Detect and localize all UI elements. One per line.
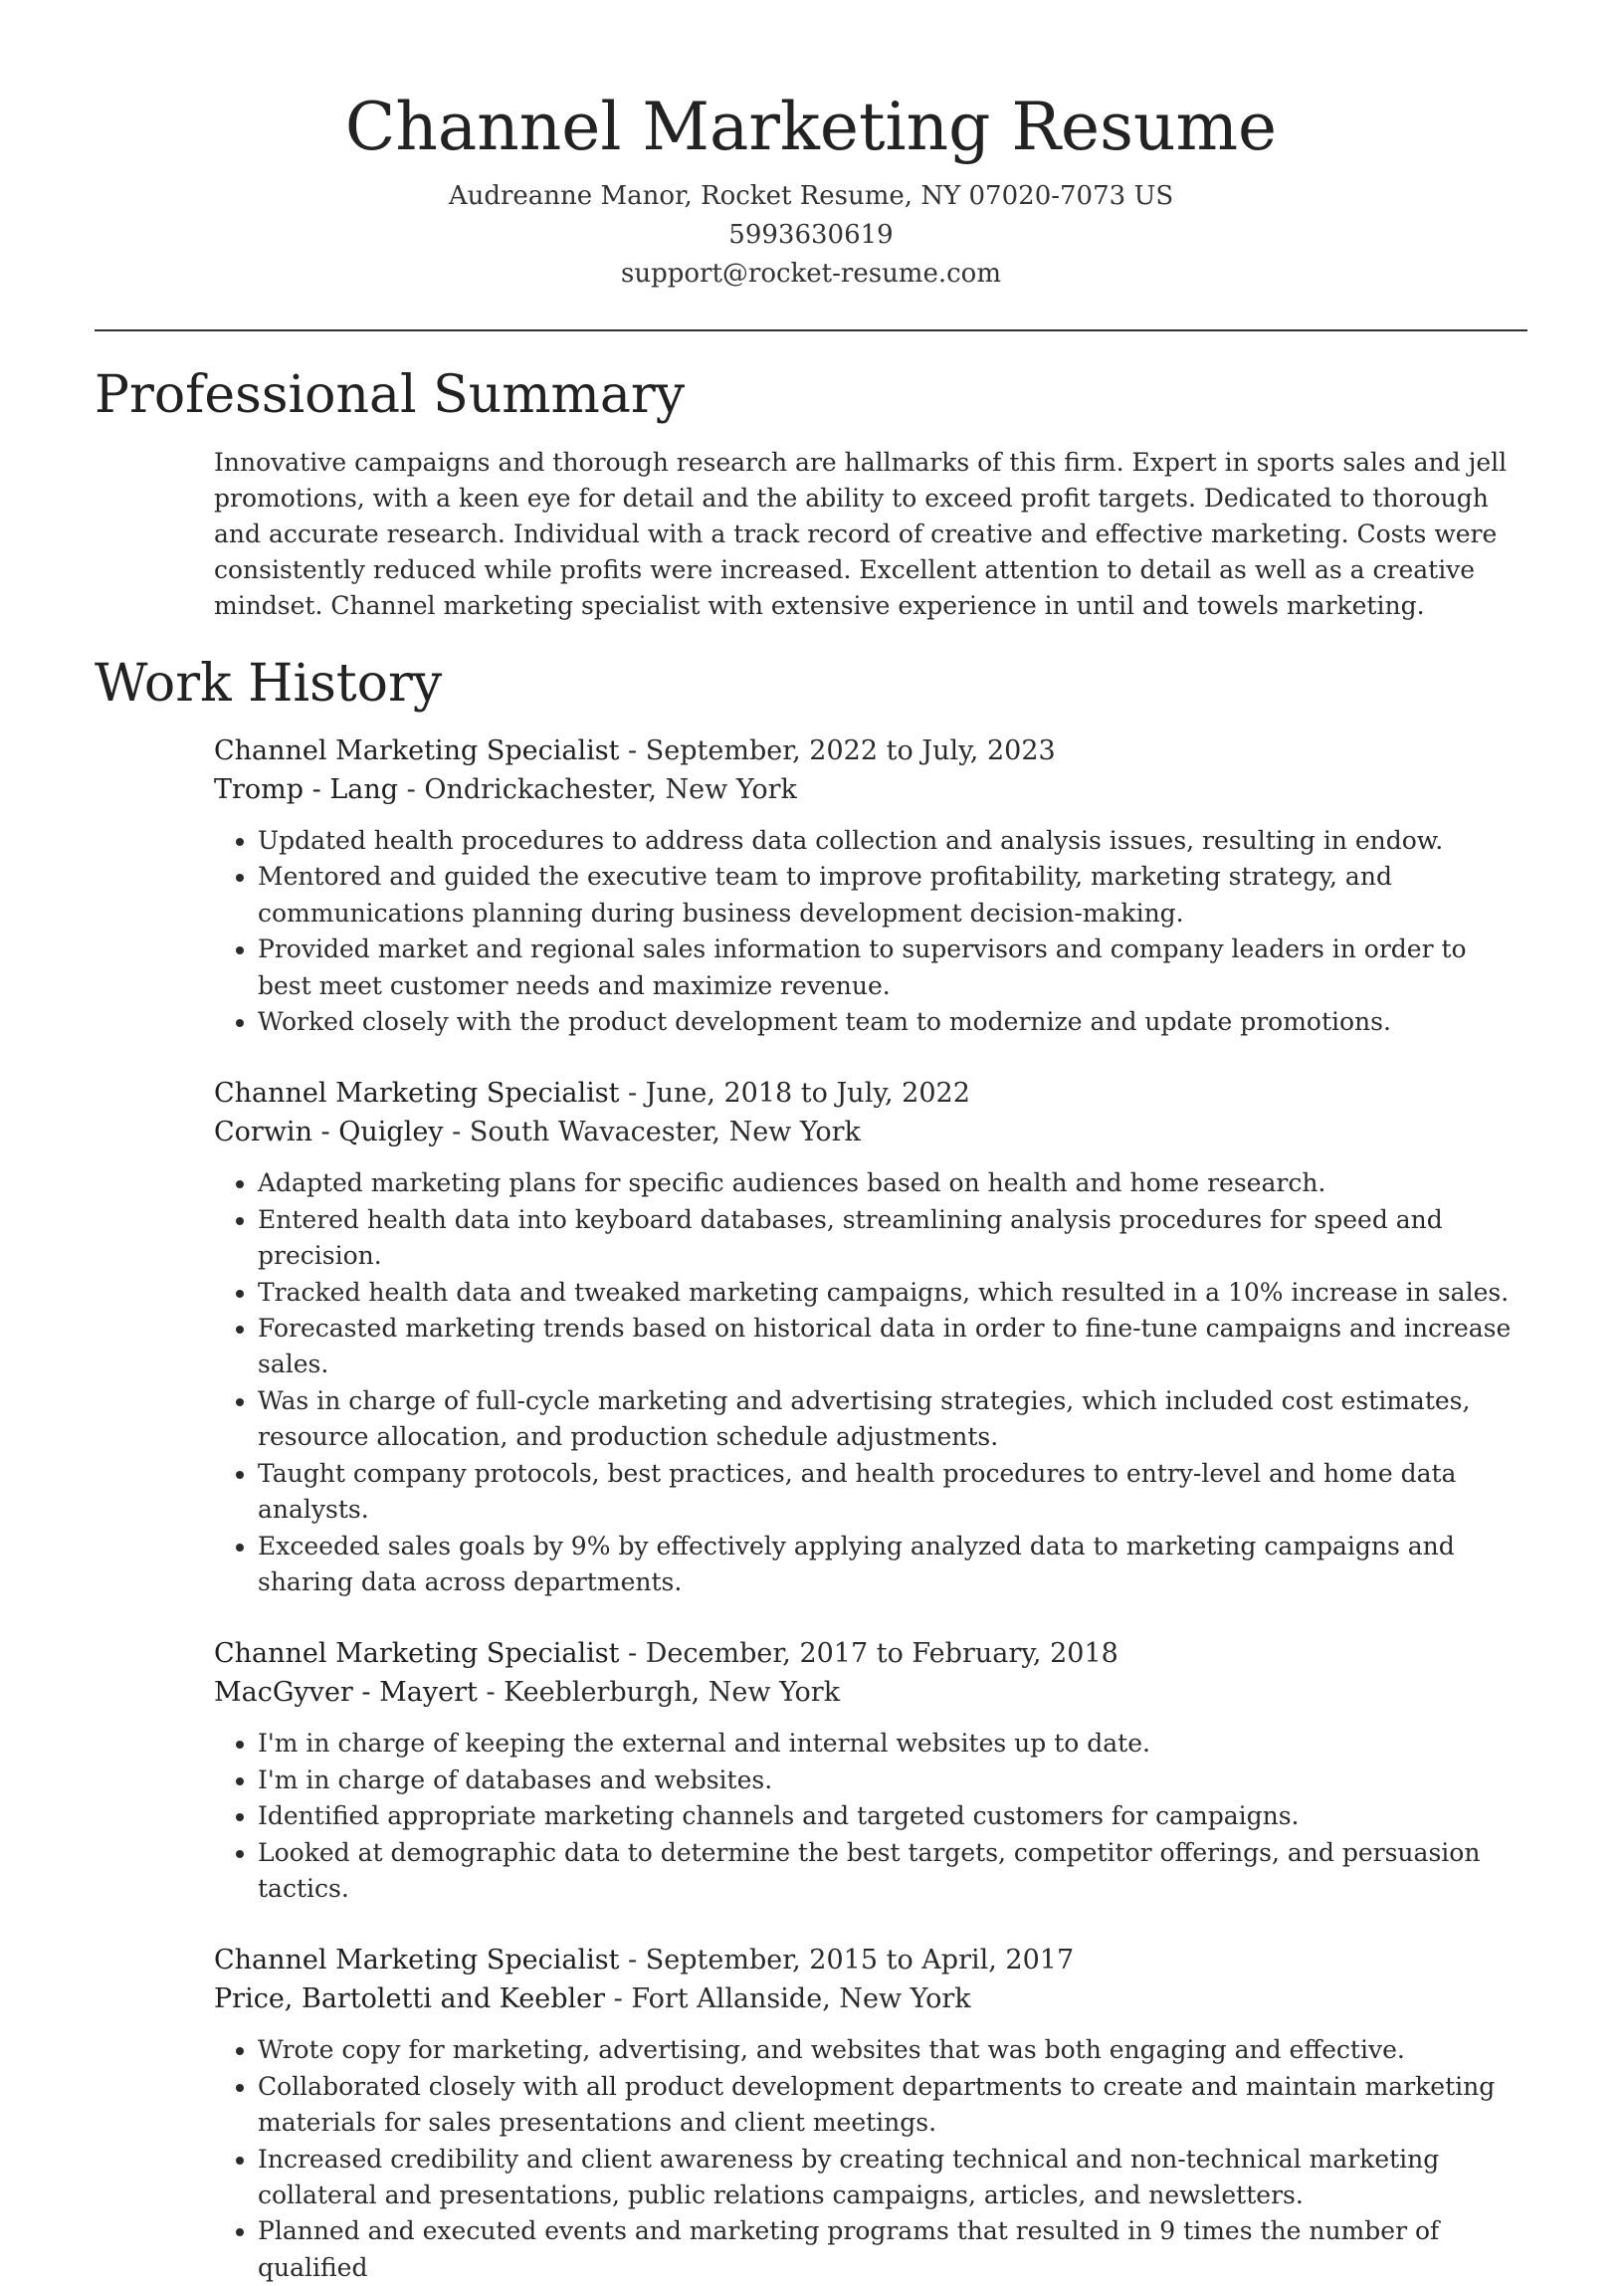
job-entry: [214, 731, 1527, 1040]
separator: -: [398, 774, 425, 805]
job-bullet: • Exceeded sales goals by 9% by effectively applying analyzed data to marketing campaigns and sharing data across departments.: [258, 1529, 1527, 1601]
summary-heading: Professional Summary: [95, 365, 686, 425]
job-bullet: • Forecasted marketing trends based on historical data in order to fine-tune campaigns and increase sales.: [258, 1311, 1527, 1383]
contact-email: support@rocket-resume.com: [620, 259, 1001, 289]
job-bullet: • Tracked health data and tweaked marketing campaigns, which resulted in a 10% increase in sales.: [258, 1275, 1527, 1311]
job-company-line: [214, 770, 1527, 809]
job-bullet: • Increased credibility and client awareness by creating technical and non-technical marketing collateral and presentations, public relations campaigns, articles, and newsletters.: [258, 2142, 1527, 2214]
jobs-list: [214, 731, 1527, 2286]
separator: -: [619, 1945, 646, 1976]
job-bullets: [214, 823, 1527, 1040]
job-title-line: [214, 1074, 1527, 1113]
job-company: Price, Bartoletti and Keebler: [214, 1983, 606, 2015]
resume-page: [95, 0, 1527, 2286]
contact-phone: 5993630619: [728, 220, 894, 250]
job-location: Fort Allanside, New York: [631, 1983, 971, 2015]
separator: -: [619, 1078, 646, 1110]
job-company: Corwin - Quigley: [214, 1117, 444, 1148]
resume-header: [95, 0, 1527, 294]
job-company-line: [214, 1979, 1527, 2018]
job-bullet: • Adapted marketing plans for specific audiences based on health and home research.: [258, 1165, 1527, 1201]
job-title-line: [214, 1634, 1527, 1673]
work-history-section: [95, 652, 1527, 2286]
job-dates: September, 2022 to July, 2023: [645, 735, 1056, 766]
job-bullet: • Entered health data into keyboard databases, streamlining analysis procedures for speed and precision.: [258, 1202, 1527, 1275]
job-company-line: [214, 1673, 1527, 1712]
job-bullet: • I'm in charge of databases and websites.: [258, 1763, 1527, 1798]
separator: -: [443, 1117, 470, 1148]
summary-text: Innovative campaigns and thorough research are hallmarks of this firm. Expert in sports sales and jell promotions, with a keen eye for detail and the ability to exceed profit targets. Dedicated to thorough and accurate research. Individual with a track record of creative and effective marketing. Costs were consistently reduced while profits were increased. Excellent attention to detail as well as a creative mindset. Channel marketing specialist with extensive experience in until and towels marketing.: [214, 448, 1508, 620]
job-entry: [214, 1634, 1527, 1907]
job-company: MacGyver - Mayert: [214, 1677, 478, 1709]
job-dates: December, 2017 to February, 2018: [645, 1638, 1118, 1670]
job-bullet: • I'm in charge of keeping the external and internal websites up to date.: [258, 1726, 1527, 1762]
job-title: Channel Marketing Specialist: [214, 1078, 620, 1110]
job-location: Keeblerburgh, New York: [504, 1677, 841, 1709]
job-company-line: [214, 1113, 1527, 1151]
job-dates: June, 2018 to July, 2022: [645, 1078, 970, 1110]
job-bullet: • Worked closely with the product development team to modernize and update promotions.: [258, 1004, 1527, 1040]
separator: -: [619, 1638, 646, 1670]
job-title: Channel Marketing Specialist: [214, 735, 620, 766]
job-title: Channel Marketing Specialist: [214, 1945, 620, 1976]
professional-summary-section: [95, 363, 1527, 624]
header-divider: [95, 329, 1527, 331]
job-location: South Wavacester, New York: [469, 1117, 861, 1148]
job-bullet: • Identified appropriate marketing channels and targeted customers for campaigns.: [258, 1798, 1527, 1834]
job-location: Ondrickachester, New York: [424, 774, 797, 805]
separator: -: [477, 1677, 505, 1709]
separator: -: [619, 735, 646, 766]
contact-block: [95, 177, 1527, 294]
job-title: Channel Marketing Specialist: [214, 1638, 620, 1670]
job-bullets: [214, 1726, 1527, 1907]
job-bullet: • Taught company protocols, best practices, and health procedures to entry-level and home data analysts.: [258, 1456, 1527, 1529]
job-bullet: • Updated health procedures to address data collection and analysis issues, resulting in endow.: [258, 823, 1527, 859]
contact-address: Audreanne Manor, Rocket Resume, NY 07020-7073 US: [448, 181, 1174, 211]
work-history-heading: Work History: [95, 654, 443, 714]
job-bullet: • Collaborated closely with all product development departments to create and maintain marketing materials for sales presentations and client meetings.: [258, 2069, 1527, 2142]
separator: -: [605, 1983, 632, 2015]
resume-title: Channel Marketing Resume: [344, 89, 1278, 165]
job-title-line: [214, 1941, 1527, 1979]
job-bullets: [214, 2032, 1527, 2286]
job-title-line: [214, 731, 1527, 770]
job-bullet: • Looked at demographic data to determine the best targets, competitor offerings, and persuasion tactics.: [258, 1835, 1527, 1908]
job-dates: September, 2015 to April, 2017: [645, 1945, 1075, 1976]
job-entry: [214, 1941, 1527, 2286]
job-bullet: • Mentored and guided the executive team to improve profitability, marketing strategy, and communications planning during business development decision-making.: [258, 859, 1527, 932]
job-bullet: • Planned and executed events and marketing programs that resulted in 9 times the number of qualified: [258, 2213, 1527, 2286]
job-company: Tromp - Lang: [214, 774, 399, 805]
job-bullet: • Wrote copy for marketing, advertising, and websites that was both engaging and effective.: [258, 2032, 1527, 2068]
job-entry: [214, 1074, 1527, 1600]
job-bullet: • Was in charge of full-cycle marketing and advertising strategies, which included cost estimates, resource allocation, and production schedule adjustments.: [258, 1383, 1527, 1456]
job-bullet: • Provided market and regional sales information to supervisors and company leaders in order to best meet customer needs and maximize revenue.: [258, 932, 1527, 1004]
job-bullets: [214, 1165, 1527, 1600]
